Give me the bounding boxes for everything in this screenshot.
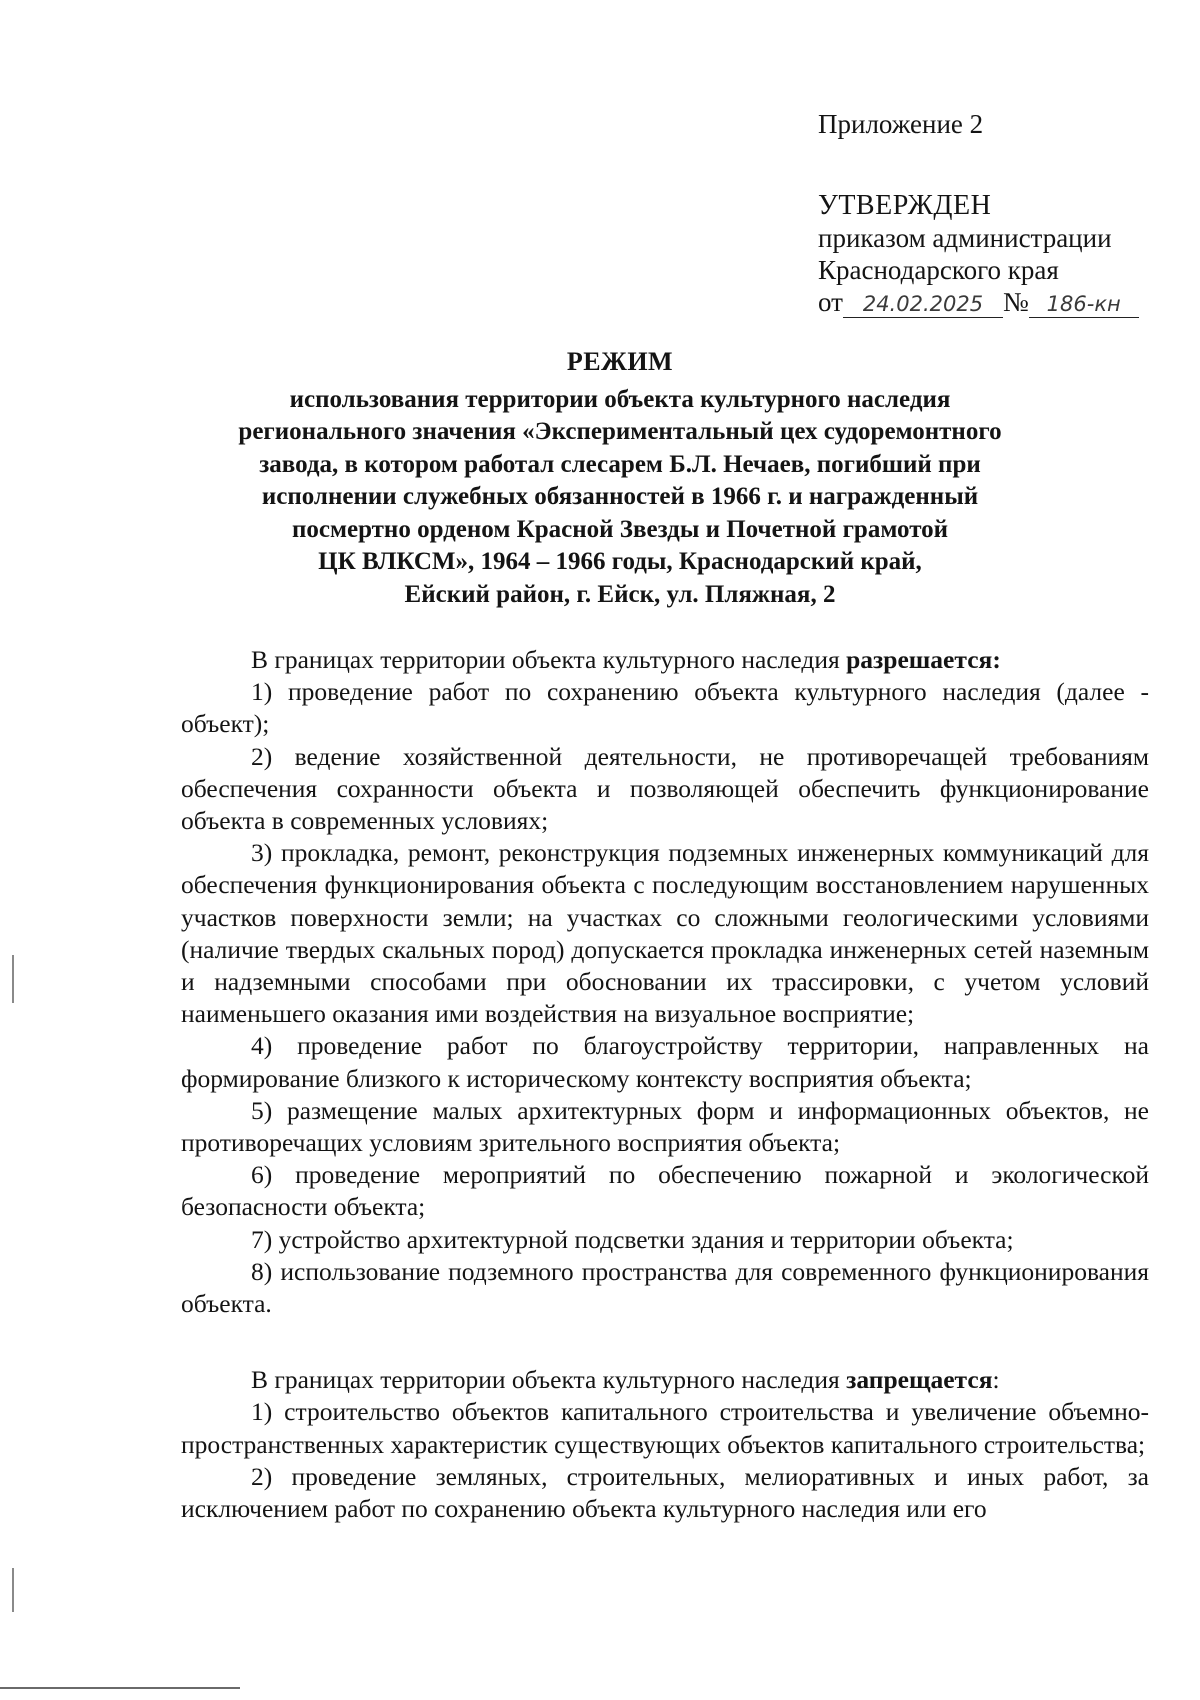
- permitted-item: 1) проведение работ по сохранению объекта культурного наследия (далее - объект);: [181, 677, 1149, 739]
- prohibited-keyword: запрещается: [846, 1365, 993, 1395]
- scan-edge-mark: [12, 955, 14, 1003]
- title-line: посмертно орденом Красной Звезды и Почетной грамотой: [291, 515, 949, 543]
- scan-edge-mark: [12, 1568, 14, 1612]
- annex-label: Приложение 2: [818, 109, 984, 139]
- scan-bottom-line: [0, 1687, 240, 1689]
- permitted-intro: [181, 644, 1149, 676]
- title-line: исполнении служебных обязанностей в 1966 г. и награжденный: [261, 483, 979, 510]
- approved-heading: УТВЕРЖДЕН: [818, 190, 992, 221]
- approval-block: [818, 108, 1148, 318]
- permitted-item: 8) использование подземного пространства для современного функционирования объекта.: [181, 1256, 1149, 1319]
- prohibited-intro: [181, 1364, 1149, 1396]
- order-number-sign: №: [1002, 287, 1029, 317]
- permitted-item: 4) проведение работ по благоустройству территории, направленных на формирование близкого к историческому контексту восприятия объекта;: [181, 1031, 1149, 1093]
- approval-line-1: приказом администрации: [818, 223, 1112, 253]
- prohibited-intro-text: В границах территории объекта культурного наследия: [251, 1365, 847, 1395]
- permitted-keyword: разрешается:: [846, 645, 1001, 674]
- title-main: РЕЖИМ: [566, 347, 674, 376]
- section-spacer: [181, 1320, 1149, 1364]
- order-date-handwritten: 24.02.2025: [843, 291, 1003, 318]
- permitted-item: 2) ведение хозяйственной деятельности, не противоречащей требованиям обеспечения сохранности объекта и позволяющей обеспечить функционирование объекта в современных условиях;: [181, 741, 1149, 836]
- permitted-item: 6) проведение мероприятий по обеспечению пожарной и экологической безопасности объекта;: [181, 1160, 1149, 1222]
- title-line: Ейский район, г. Ейск, ул. Пляжная, 2: [404, 580, 836, 608]
- title-line: завода, в котором работал слесарем Б.Л. Нечаев, погибший при: [259, 450, 981, 478]
- permitted-intro-text: В границах территории объекта культурного наследия: [251, 645, 847, 674]
- approval-line-2: Краснодарского края: [818, 255, 1059, 285]
- prohibited-item: 1) строительство объектов капитального строительства и увеличение объемно-пространственных характеристик существующих объектов капитального строительства;: [181, 1397, 1149, 1459]
- order-line: [818, 286, 1148, 318]
- order-prefix: от: [818, 287, 843, 317]
- order-number-handwritten: 186-кн: [1029, 291, 1139, 318]
- title-line: использования территории объекта культурного наследия: [289, 385, 951, 413]
- permitted-item: 5) размещение малых архитектурных форм и информационных объектов, не противоречащих условиям зрительного восприятия объекта;: [181, 1095, 1149, 1158]
- document-title: [180, 346, 1060, 611]
- permitted-item: 3) прокладка, ремонт, реконструкция подземных инженерных коммуникаций для обеспечения функционирования объекта с последующим восстановлением нарушенных участков поверхности земли; на участках со сложными геологическими условиями (наличие твердых скальных пород) допускается прокладка инженерных сетей наземным и надземными способами при обосновании их трассировки, с учетом условий наименьшего оказания ими воздействия на визуальное восприятие;: [181, 838, 1149, 1029]
- permitted-item: 7) устройство архитектурной подсветки здания и территории объекта;: [251, 1224, 1014, 1254]
- document-body: [181, 644, 1149, 1525]
- prohibited-colon: :: [992, 1365, 1000, 1395]
- title-line: ЦК ВЛКСМ», 1964 – 1966 годы, Краснодарский край,: [318, 548, 922, 575]
- title-line: регионального значения «Экспериментальный цех судоремонтного: [238, 418, 1002, 445]
- prohibited-item: 2) проведение земляных, строительных, мелиоративных и иных работ, за исключением работ по сохранению объекта культурного наследия или его: [181, 1461, 1149, 1524]
